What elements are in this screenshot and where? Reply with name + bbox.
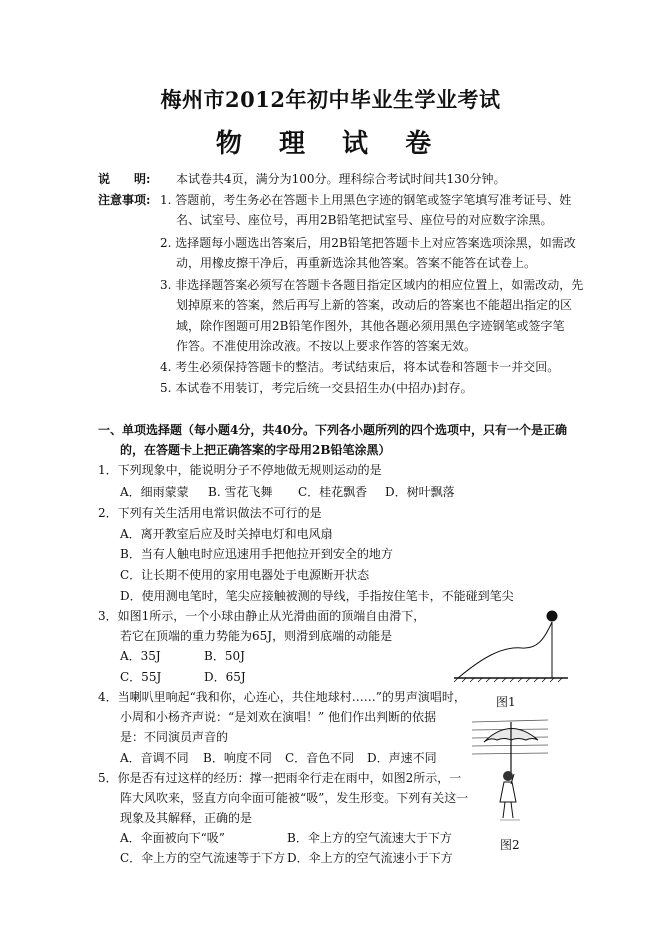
notice-item-1-line-2: 名、试室号、座位号，再用2B铅笔把试室号、座位号的对应数字涂黑。	[176, 213, 553, 227]
figure-2-girl-dress	[500, 782, 516, 802]
exam-title: 梅州市2012年初中毕业生学业考试	[160, 87, 501, 112]
q5-stem-line2: 阵大风吹来，竖直方向伞面可能被“吸”，发生形变。下列有关这一	[120, 791, 469, 805]
paper-subtitle: 物 理 试 卷	[215, 129, 446, 159]
q3-option-a: A．35J	[120, 649, 161, 663]
section1-heading-line2: 的，在答题卡上把正确答案的字母用2B铅笔涂黑）	[120, 443, 391, 457]
q5-stem-line3: 现象及其解释，正确的是	[120, 811, 253, 825]
q4-option-d: D．声速不同	[367, 751, 437, 765]
figure-1-curve	[458, 622, 552, 678]
q4-stem-line1: 4．当喇叭里响起“我和你，心连心，共住地球村……”的男声演唱时，	[98, 690, 466, 704]
q4-stem-line2: 小周和小杨齐声说：“是刘欢在演唱！” 他们作出判断的依据	[120, 710, 437, 724]
figure-2-girl-right-leg	[511, 802, 513, 818]
q3-stem-line1: 3．如图1所示，一个小球由静止从光滑曲面的顶端自由滑下，	[98, 609, 426, 623]
q2-option-a: A．离开教室后应及时关掉电灯和电风扇	[120, 527, 333, 541]
q3-option-c: C．55J	[120, 670, 162, 684]
q1-option-d: D．树叶飘落	[385, 485, 455, 499]
q5-option-d: D．伞上方的空气流速小于下方	[287, 851, 453, 865]
notice-item-3-line-2: 划掉原来的答案，然后再写上新的答案，改动后的答案也不能超出指定的区	[176, 298, 573, 312]
q3-option-d: D．65J	[204, 670, 246, 684]
figure-1-ball	[547, 611, 558, 622]
q3-stem-line2: 若它在顶端的重力势能为65J，则滑到底端的动能是	[120, 629, 393, 643]
q1-stem: 1．下列现象中，能说明分子不停地做无规则运动的是	[98, 463, 382, 477]
figure-2-girl-left-leg	[503, 802, 505, 818]
notice-item-4: 4. 考生必须保持答题卡的整洁。考试结束后，将本试卷和答题卡一并交回。	[160, 360, 560, 374]
q2-option-b: B．当有人触电时应迅速用手把他拉开到安全的地方	[120, 547, 393, 561]
notice-item-3-line-4: 作答。不准使用涂改液。不按以上要求作答的答案无效。	[176, 339, 477, 353]
q2-option-d: D．使用测电笔时，笔尖应接触被测的导线，手指按住笔卡，不能碰到笔尖	[120, 589, 514, 603]
q1-option-c: C．桂花飘香	[298, 485, 368, 499]
shuoming-text: 本试卷共4页，满分为100分。理科综合考试时间共130分钟。	[176, 172, 506, 186]
q5-stem-line1: 5．你是否有过这样的经历：撑一把雨伞行走在雨中，如图2所示，一	[98, 771, 462, 785]
q3-option-b: B．50J	[204, 649, 245, 663]
q2-option-c: C．让长期不使用的家用电器处于电源断开状态	[120, 568, 370, 582]
q5-option-c: C．伞上方的空气流速等于下方	[120, 851, 286, 865]
notice-item-1-line-1: 1. 答题前，考生务必在答题卡上用黑色字迹的钢笔或签字笔填写准考证号、姓	[160, 193, 572, 207]
q2-stem: 2．下列有关生活用电常识做法不可行的是	[98, 506, 322, 520]
section1-heading-line1: 一、单项选择题（每小题4分，共40分。下列各小题所列的四个选项中，只有一个是正确	[98, 423, 568, 437]
notice-item-2-line-1: 2. 选择题每小题选出答案后，用2B铅笔把答题卡上对应答案选项涂黑，如需改	[160, 236, 576, 250]
q4-option-a: A．音调不同	[120, 751, 189, 765]
figure-1-label: 图1	[496, 695, 516, 709]
q4-option-b: B．响度不同	[203, 751, 272, 765]
q1-option-a: A．细雨蒙蒙	[120, 485, 189, 499]
figure-2-girl-head	[503, 771, 513, 781]
shuoming-label: 说 明:	[98, 172, 151, 186]
q5-option-b: B．伞上方的空气流速大于下方	[287, 831, 452, 845]
notice-item-3-line-3: 域，除作图题可用2B铅笔作图外，其他各题必须用黑色字迹钢笔或签字笔	[176, 319, 565, 333]
figure-1-curved-slope	[452, 608, 572, 683]
q4-stem-line3: 是：不同演员声音的	[120, 730, 229, 744]
q4-option-c: C．音色不同	[285, 751, 355, 765]
notice-item-3-line-1: 3. 非选择题答案必须写在答题卡各题目指定区域内的相应位置上，如需改动，先	[160, 278, 584, 292]
q1-option-b: B. 雪花飞舞	[208, 485, 273, 499]
notice-item-5: 5. 本试卷不用装订，考完后统一交县招生办(中招办)封存。	[160, 381, 473, 395]
figure-2-label: 图2	[500, 838, 520, 852]
figure-2-umbrella-girl	[470, 710, 552, 832]
q5-option-a: A．伞面被向下“吸”	[120, 831, 225, 845]
notice-label: 注意事项:	[98, 193, 151, 207]
notice-item-2-line-2: 动，用橡皮擦干净后，再重新选涂其他答案。答案不能答在试卷上。	[176, 256, 537, 270]
